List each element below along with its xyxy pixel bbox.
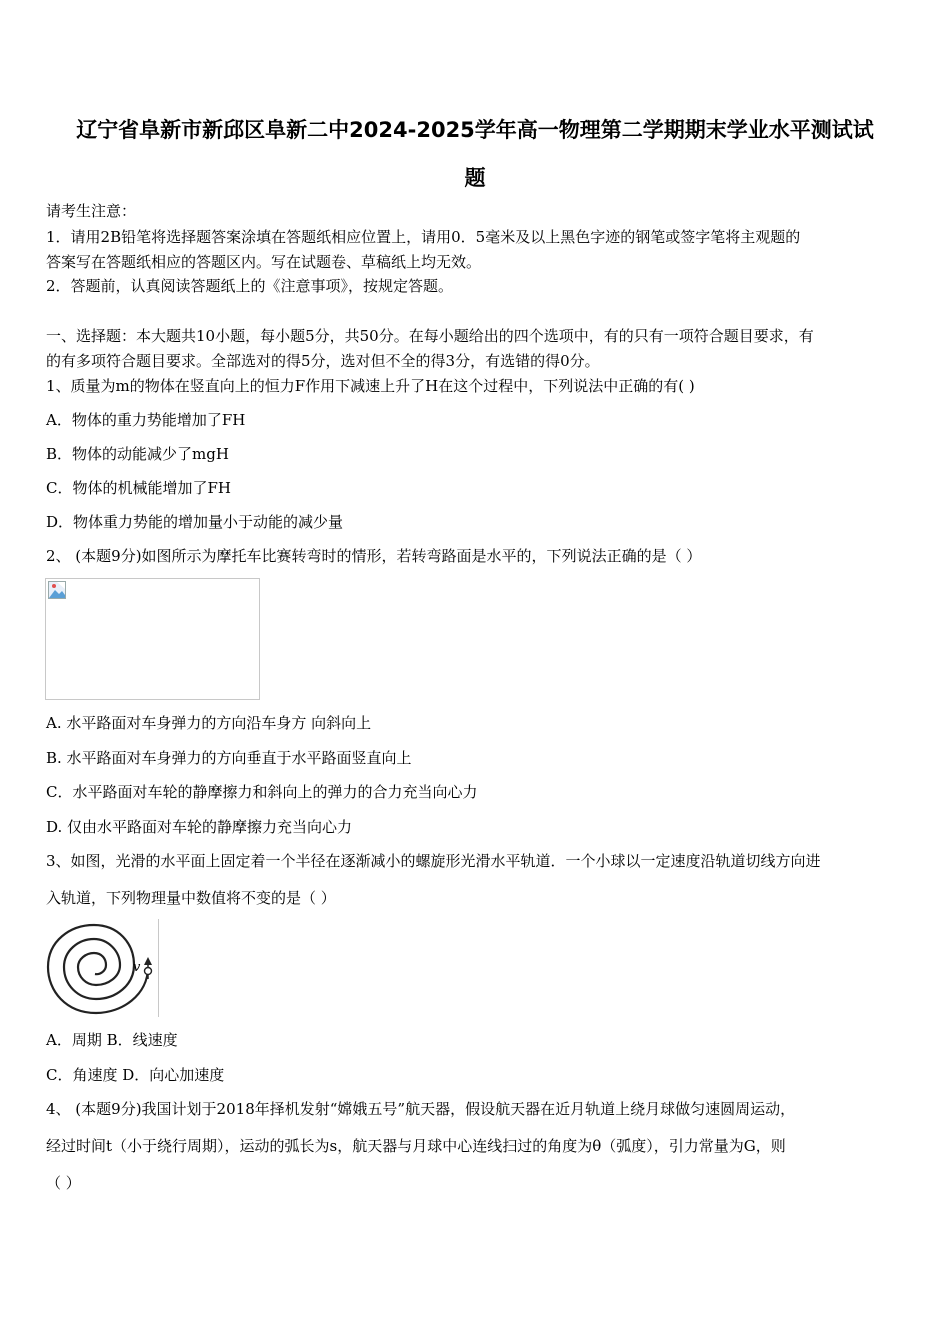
ball (145, 968, 152, 975)
section-instructions: 一、选择题：本大题共10小题，每小题5分，共50分。在每小题给出的四个选项中，有的只有一项符合题目要求，有 (46, 327, 814, 345)
exam-title-line1: 辽宁省阜新市新邱区阜新二中2024-2025学年高一物理第二学期期末学业水平测试试 (76, 118, 874, 142)
broken-image-icon (48, 581, 66, 599)
question-3-stem-cont: 入轨道，下列物理量中数值将不变的是（ ） (46, 889, 336, 907)
question-3-options-ab: A．周期 B．线速度 (46, 1031, 178, 1049)
question-4-stem-cont: 经过时间t（小于绕行周期），运动的弧长为s，航天器与月球中心连线扫过的角度为θ（弧度），引力常量为G，则 (46, 1137, 786, 1155)
question-2-figure-placeholder (45, 578, 260, 700)
question-2-option-c: C．水平路面对车轮的静摩擦力和斜向上的弹力的合力充当向心力 (46, 783, 478, 801)
question-1-option-d: D．物体重力势能的增加量小于动能的减少量 (46, 513, 344, 531)
question-4-stem: 4、 (本题9分)我国计划于2018年择机发射“嫦娥五号”航天器，假设航天器在近月轨道上绕月球做匀速圆周运动， (46, 1100, 796, 1118)
notice-item-2: 2．答题前，认真阅读答题纸上的《注意事项》，按规定答题。 (46, 277, 454, 295)
spiral-track-figure (44, 919, 159, 1017)
question-3-options-cd: C．角速度 D．向心加速度 (46, 1066, 225, 1084)
exam-title (40, 106, 910, 202)
notice-item-1-cont: 答案写在答题纸相应的答题区内。写在试题卷、草稿纸上均无效。 (46, 253, 482, 271)
question-2-option-d: D. 仅由水平路面对车轮的静摩擦力充当向心力 (46, 818, 353, 836)
question-1-option-a: A．物体的重力势能增加了FH (46, 411, 246, 429)
section-instructions-cont: 的有多项符合题目要求。全部选对的得5分，选对但不全的得3分，有选错的得0分。 (46, 352, 600, 370)
exam-title-line2: 题 (464, 166, 486, 190)
notice-heading: 请考生注意： (46, 202, 137, 220)
question-1-option-c: C．物体的机械能增加了FH (46, 479, 231, 497)
notice-item-1: 1．请用2B铅笔将选择题答案涂填在答题纸相应位置上，请用0．5毫米及以上黑色字迹的钢笔或签字笔将主观题的 (46, 228, 801, 246)
velocity-label: v (133, 960, 141, 975)
question-2-stem: 2、 (本题9分)如图所示为摩托车比赛转弯时的情形，若转弯路面是水平的，下列说法正确的是（ ） (46, 547, 702, 565)
question-3-stem: 3、如图，光滑的水平面上固定着一个半径在逐渐减小的螺旋形光滑水平轨道．一个小球以一定速度沿轨道切线方向进 (46, 852, 821, 870)
question-1-stem: 1、质量为m的物体在竖直向上的恒力F作用下减速上升了H在这个过程中，下列说法中正确的有( ) (46, 377, 695, 395)
question-4-stem-end: （ ） (46, 1174, 81, 1192)
question-1-option-b: B．物体的动能减少了mgH (46, 445, 229, 463)
question-2-option-a: A. 水平路面对车身弹力的方向沿车身方 向斜向上 (46, 714, 372, 732)
question-2-option-b: B. 水平路面对车身弹力的方向垂直于水平路面竖直向上 (46, 749, 412, 767)
